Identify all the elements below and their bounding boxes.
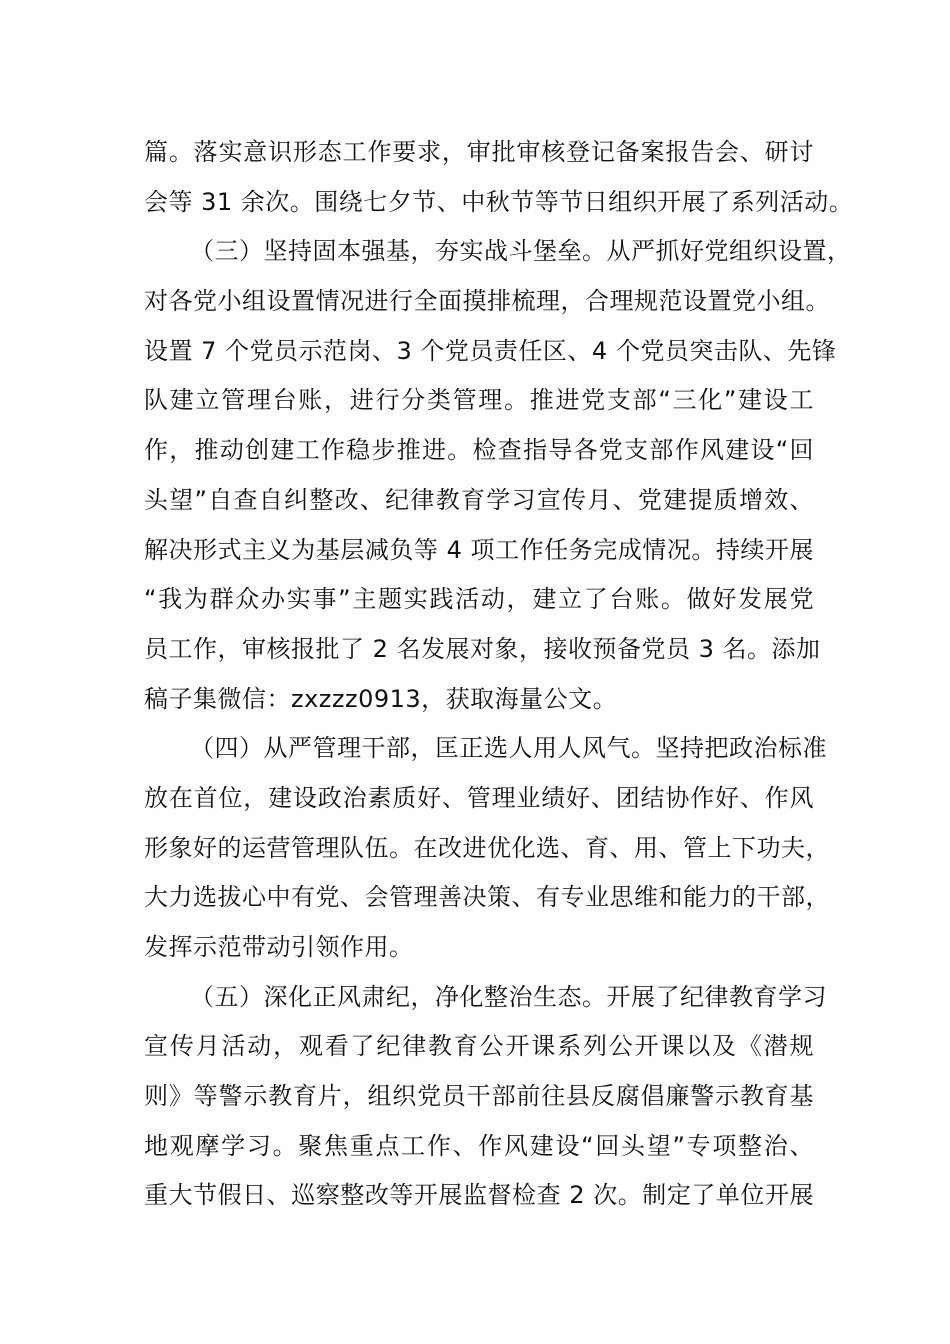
text-line: 会等 31 余次。围绕七夕节、中秋节等节日组织开展了系列活动。 xyxy=(144,187,854,216)
text-line: 员工作，审核报批了 2 名发展对象，接收预备党员 3 名。添加 xyxy=(144,634,821,663)
text-line: 地观摩学习。聚焦重点工作、作风建设“回头望”专项整治、 xyxy=(144,1131,814,1160)
text-line: 篇。落实意识形态工作要求，审批审核登记备案报告会、研讨 xyxy=(144,138,814,166)
text-line: 放在首位，建设政治素质好、管理业绩好、团结协作好、作风 xyxy=(144,783,814,812)
text-line: 大力选拔心中有党、会管理善决策、有专业思维和能力的干部， xyxy=(144,883,830,912)
section-heading-line: （三）坚持固本强基，夯实战斗堡垒。从严抓好党组织设置， xyxy=(190,237,852,266)
text-line: 则》等警示教育片，组织党员干部前往县反腐倡廉警示教育基 xyxy=(144,1082,814,1111)
text-line: 重大节假日、巡察整改等开展监督检查 2 次。制定了单位开展 xyxy=(144,1181,814,1210)
text-line: 头望”自查自纠整改、纪律教育学习宣传月、党建提质增效、 xyxy=(144,485,814,514)
text-line: 稿子集微信：zxzzz0913，获取海量公文。 xyxy=(144,684,618,713)
text-line: 设置 7 个党员示范岗、3 个党员责任区、4 个党员突击队、先锋 xyxy=(144,336,837,365)
text-line: 发挥示范带动引领作用。 xyxy=(144,933,414,961)
body-text xyxy=(144,128,854,1221)
text-line: 对各党小组设置情况进行全面摸排梳理，合理规范设置党小组。 xyxy=(144,287,830,316)
section-heading-line: （五）深化正风肃纪，净化整治生态。开展了纪律教育学习 xyxy=(190,982,827,1011)
text-line: 宣传月活动，观看了纪律教育公开课系列公开课以及《潜规 xyxy=(144,1032,814,1061)
text-line: 作，推动创建工作稳步推进。检查指导各党支部作风建设“回 xyxy=(144,436,814,465)
text-line: 解决形式主义为基层减负等 4 项工作任务完成情况。持续开展 xyxy=(144,535,814,564)
text-line: 形象好的运营管理队伍。在改进优化选、育、用、管上下功夫， xyxy=(144,833,830,862)
text-line: 队建立管理台账，进行分类管理。推进党支部“三化”建设工 xyxy=(144,386,814,415)
text-line: “我为群众办实事”主题实践活动，建立了台账。做好发展党 xyxy=(144,585,814,614)
section-heading-line: （四）从严管理干部，匡正选人用人风气。坚持把政治标准 xyxy=(190,734,827,763)
